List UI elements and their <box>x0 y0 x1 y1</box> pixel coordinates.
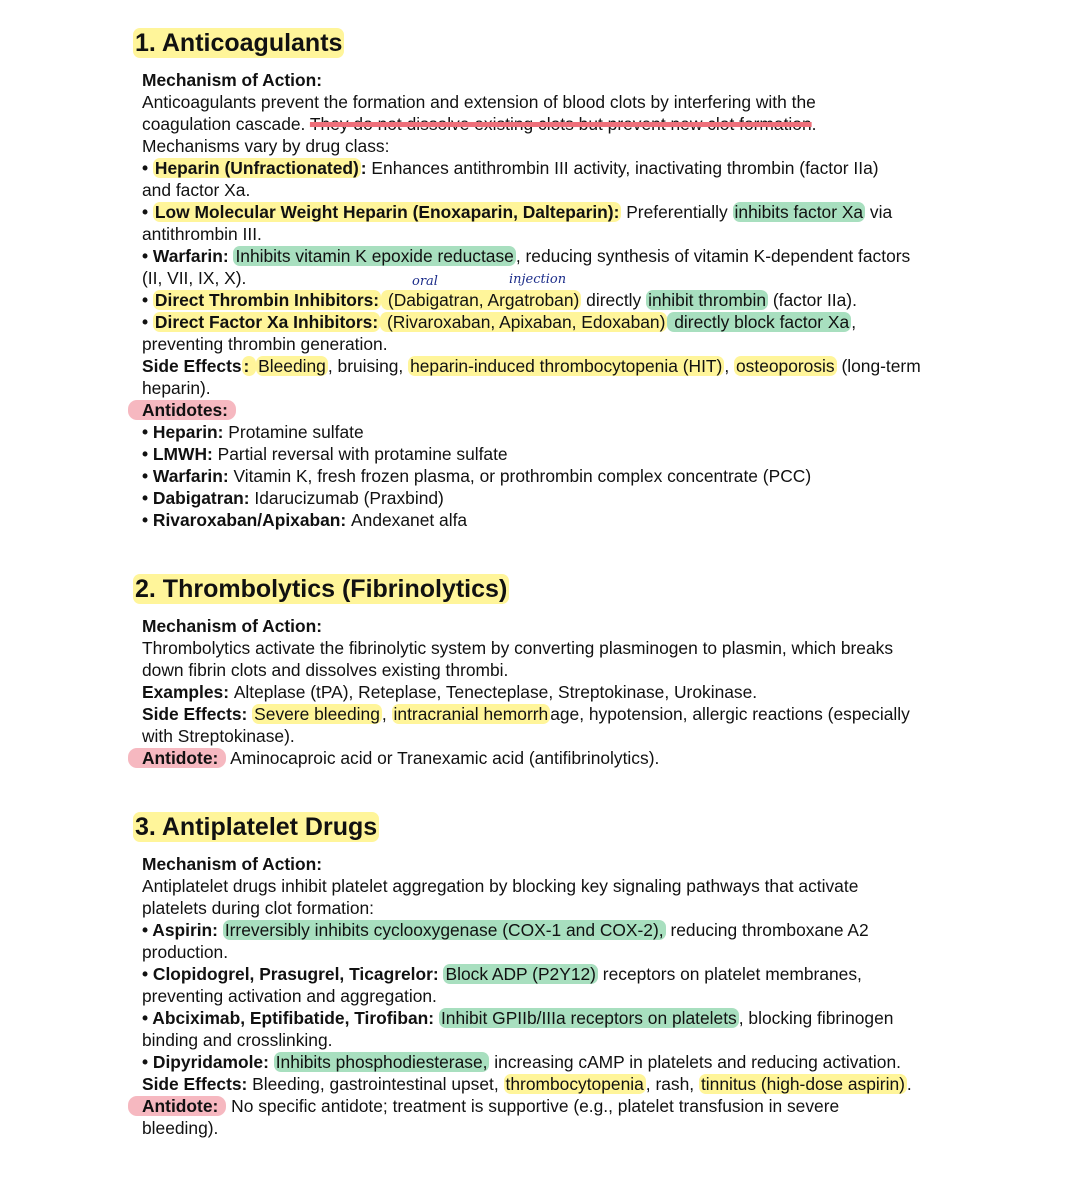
highlighted-text: heparin-induced thrombocytopenia (HIT) <box>410 356 723 376</box>
text-segment: • Warfarin: <box>142 246 234 266</box>
text-segment: • Warfarin: <box>142 466 234 486</box>
text-line <box>142 487 972 509</box>
highlighted-text: : <box>243 356 255 376</box>
text-segment: Partial reversal with protamine sulfate <box>217 444 508 464</box>
text-segment: Side Effects <box>142 356 242 376</box>
text-line <box>142 91 972 113</box>
text-segment: Vitamin K, fresh frozen plasma, or prothrombin complex concentrate (PCC) <box>233 466 812 486</box>
highlighted-text: intracranial hemorrh <box>393 704 549 724</box>
text-segment: , blocking fibrinogen <box>738 1008 894 1028</box>
highlighted-text: (Dabigatran, Argatroban) <box>383 290 580 310</box>
text-segment: via <box>865 202 893 222</box>
highlighted-text: osteoporosis <box>736 356 835 376</box>
highlighted-text: Antidotes: <box>128 400 236 420</box>
highlighted-text: Inhibits vitamin K epoxide reductase <box>235 246 514 266</box>
text-segment: Protamine sulfate <box>228 422 364 442</box>
text-line <box>142 1051 972 1073</box>
text-line <box>142 399 972 421</box>
text-segment: • Aspirin: <box>142 920 223 940</box>
text-line <box>142 157 972 179</box>
text-segment: Andexanet alfa <box>351 510 468 530</box>
text-segment: , rash, <box>645 1074 699 1094</box>
text-segment: down fibrin clots and dissolves existing thrombi. <box>142 660 509 680</box>
text-segment: binding and crosslinking. <box>142 1030 333 1050</box>
text-line <box>142 853 972 875</box>
text-segment: reducing thromboxane A2 <box>665 920 869 940</box>
text-line <box>142 289 972 311</box>
text-line <box>142 69 972 91</box>
text-line <box>142 875 972 897</box>
text-line <box>142 113 972 135</box>
text-segment: coagulation cascade. <box>142 114 310 134</box>
text-segment: with Streptokinase). <box>142 726 295 746</box>
text-segment: antithrombin III. <box>142 224 262 244</box>
text-segment: . <box>811 114 817 134</box>
highlighted-text: Bleeding <box>258 356 326 376</box>
text-segment: and factor Xa. <box>142 180 251 200</box>
text-segment: • Rivaroxaban/Apixaban: <box>142 510 352 530</box>
text-segment: Preferentially <box>621 202 733 222</box>
text-line <box>142 509 972 531</box>
text-line <box>142 465 972 487</box>
text-segment: Bleeding, gastrointestinal upset, <box>252 1074 504 1094</box>
text-segment: Side Effects: <box>142 1074 253 1094</box>
highlighted-text: Irreversibly inhibits cyclooxygenase (COX-1 and COX-2), <box>224 920 664 940</box>
text-line <box>142 703 972 725</box>
text-segment: Mechanisms vary by drug class: <box>142 136 390 156</box>
text-line <box>142 963 972 985</box>
text-segment: , <box>724 356 734 376</box>
text-segment: , <box>851 312 857 332</box>
highlighted-text: Inhibit GPIIb/IIIa receptors on platelets <box>440 1008 737 1028</box>
text-segment: • LMWH: <box>142 444 218 464</box>
highlighted-text: thrombocytopenia <box>505 1074 644 1094</box>
text-segment: age, hypotension, allergic reactions (especially <box>550 704 910 724</box>
text-segment: . <box>906 1074 912 1094</box>
text-line <box>142 333 972 355</box>
text-line <box>142 985 972 1007</box>
text-segment: • Dipyridamole: <box>142 1052 274 1072</box>
text-line <box>142 659 972 681</box>
text-line <box>142 1073 972 1095</box>
highlighted-text: (Rivaroxaban, Apixaban, Edoxaban) <box>382 312 666 332</box>
text-segment: Thrombolytics activate the fibrinolytic system by converting plasminogen to plasmin, which breaks <box>142 638 894 658</box>
text-line <box>142 355 972 377</box>
highlighted-text: Inhibits phosphodiesterase, <box>275 1052 488 1072</box>
text-line <box>142 223 972 245</box>
text-segment: preventing thrombin generation. <box>142 334 388 354</box>
highlighted-text: Low Molecular Weight Heparin (Enoxaparin, Dalteparin): <box>154 202 620 222</box>
text-line <box>142 1007 972 1029</box>
text-line <box>142 179 972 201</box>
text-segment: • <box>142 158 153 178</box>
text-segment: • Clopidogrel, Prasugrel, Ticagrelor: <box>142 964 444 984</box>
highlighted-text: inhibits factor Xa <box>734 202 864 222</box>
text-segment: • Heparin: <box>142 422 229 442</box>
text-segment: Enhances antithrombin III activity, inactivating thrombin (factor IIa) <box>371 158 879 178</box>
text-segment: , reducing synthesis of vitamin K-dependent factors <box>515 246 911 266</box>
section-title-antiplatelet: 3. Antiplatelet Drugs <box>135 813 378 841</box>
text-segment: Anticoagulants prevent the formation and extension of blood clots by interfering with the <box>142 92 816 112</box>
text-segment: Mechanism of Action: <box>142 616 323 636</box>
text-line <box>142 747 972 769</box>
text-segment: Mechanism of Action: <box>142 70 323 90</box>
highlighted-text: Block ADP (P2Y12) <box>445 964 596 984</box>
text-segment: preventing activation and aggregation. <box>142 986 437 1006</box>
text-segment: (factor IIa). <box>768 290 857 310</box>
text-line <box>142 245 972 267</box>
highlighted-text: Direct Thrombin Inhibitors: <box>154 290 380 310</box>
text-segment: Side Effects: <box>142 704 253 724</box>
text-segment: No specific antidote; treatment is supportive (e.g., platelet transfusion in severe <box>226 1096 840 1116</box>
text-line <box>142 897 972 919</box>
text-line <box>142 201 972 223</box>
handwritten-note-oral: oral <box>412 274 438 289</box>
highlighted-text: Severe bleeding <box>254 704 380 724</box>
text-segment: platelets during clot formation: <box>142 898 374 918</box>
struck-text: They do not dissolve existing clots but prevent new clot formation <box>309 114 812 134</box>
text-segment: (long-term <box>836 356 921 376</box>
text-line <box>142 377 972 399</box>
highlighted-text: Heparin (Unfractionated) <box>154 158 359 178</box>
text-segment: bleeding). <box>142 1118 219 1138</box>
text-segment: Mechanism of Action: <box>142 854 323 874</box>
text-segment: production. <box>142 942 229 962</box>
text-segment: • <box>142 290 153 310</box>
text-segment: Examples: <box>142 682 234 702</box>
text-segment: • <box>142 202 153 222</box>
text-line <box>142 637 972 659</box>
section-body-thrombolytics <box>142 615 972 769</box>
text-line <box>142 443 972 465</box>
text-line <box>142 1117 972 1139</box>
highlighted-text: inhibit thrombin <box>648 290 767 310</box>
handwritten-note-injection: injection <box>509 272 567 287</box>
highlighted-text: Antidote: <box>128 1096 226 1116</box>
text-line <box>142 1095 972 1117</box>
text-segment: • Abciximab, Eptifibatide, Tirofiban: <box>142 1008 439 1028</box>
text-line <box>142 1029 972 1051</box>
text-line <box>142 311 972 333</box>
text-line <box>142 725 972 747</box>
text-segment: (II, VII, IX, X). <box>142 268 247 288</box>
highlighted-text: directly block factor Xa <box>669 312 850 332</box>
text-segment: increasing cAMP in platelets and reducing activation. <box>489 1052 901 1072</box>
section-body-antiplatelet <box>142 853 972 1139</box>
text-segment: : <box>360 158 372 178</box>
section-title-thrombolytics: 2. Thrombolytics (Fibrinolytics) <box>135 575 508 603</box>
text-line <box>142 919 972 941</box>
text-segment: • Dabigatran: <box>142 488 255 508</box>
text-segment: directly <box>581 290 647 310</box>
text-segment: receptors on platelet membranes, <box>597 964 862 984</box>
text-line <box>142 681 972 703</box>
highlighted-text: tinnitus (high-dose aspirin) <box>700 1074 905 1094</box>
text-line <box>142 135 972 157</box>
section-title-anticoagulants: 1. Anticoagulants <box>135 29 343 57</box>
text-segment: , bruising, <box>327 356 409 376</box>
text-segment: Alteplase (tPA), Reteplase, Tenecteplase, Streptokinase, Urokinase. <box>233 682 758 702</box>
text-segment: Antiplatelet drugs inhibit platelet aggregation by blocking key signaling pathways that activate <box>142 876 859 896</box>
text-line <box>142 421 972 443</box>
text-segment: Aminocaproic acid or Tranexamic acid (antifibrinolytics). <box>226 748 660 768</box>
text-segment: Idarucizumab (Praxbind) <box>254 488 444 508</box>
text-line <box>142 941 972 963</box>
highlighted-text: Direct Factor Xa Inhibitors: <box>154 312 379 332</box>
text-line <box>142 615 972 637</box>
text-segment: heparin). <box>142 378 211 398</box>
highlighted-text: Antidote: <box>128 748 226 768</box>
text-segment: • <box>142 312 153 332</box>
section-body-anticoagulants <box>142 69 972 531</box>
text-segment: , <box>381 704 392 724</box>
